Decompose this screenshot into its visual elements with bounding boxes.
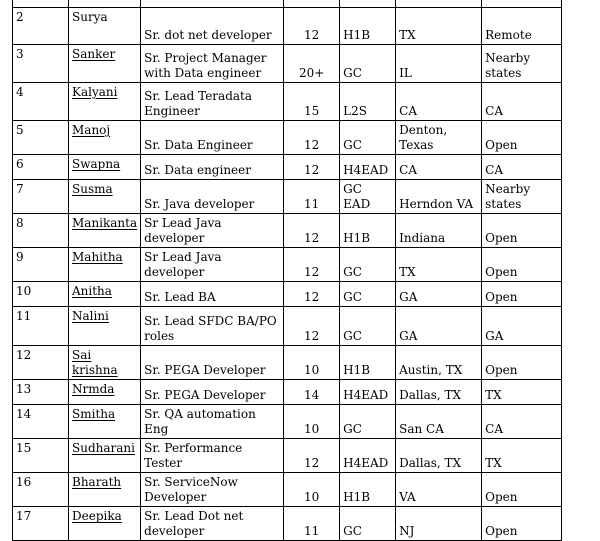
candidate-visa: GC	[340, 307, 396, 346]
candidate-location: TX	[396, 8, 482, 45]
candidate-location: Dallas, TX	[396, 380, 482, 405]
table-row	[13, 380, 562, 405]
candidate-location: Austin, TX	[396, 346, 482, 380]
candidate-visa: H1B	[340, 214, 396, 248]
candidate-name	[69, 8, 141, 45]
row-number: 17	[13, 507, 69, 541]
table-row	[13, 0, 562, 8]
candidate-experience: 10	[284, 346, 340, 380]
candidate-location: CA	[396, 155, 482, 180]
candidate-relocation: TX	[482, 380, 562, 405]
candidate-name	[69, 45, 141, 83]
candidate-name-text: Surya	[72, 10, 108, 24]
table-row	[13, 83, 562, 121]
row-number: 10	[13, 282, 69, 307]
candidate-name-text: Sai krishna	[72, 348, 118, 377]
candidate-name-text: Swapna	[72, 157, 121, 171]
candidate-role: Sr. dot net developer	[141, 8, 284, 45]
candidate-role: Sr. Lead BA	[141, 282, 284, 307]
candidate-location: TX	[396, 248, 482, 282]
candidate-visa	[340, 0, 396, 8]
candidate-name-text: Kalyani	[72, 85, 118, 99]
candidate-role: Sr. PEGA Developer	[141, 380, 284, 405]
row-number: 11	[13, 307, 69, 346]
candidate-visa: H1B	[340, 8, 396, 45]
table-row	[13, 473, 562, 507]
candidate-experience: 12	[284, 248, 340, 282]
candidate-name-text: Sanker	[72, 47, 116, 61]
candidate-name-text: Bharath	[72, 475, 122, 489]
candidate-relocation: CA	[482, 83, 562, 121]
table-row	[13, 45, 562, 83]
candidate-relocation: CA	[482, 405, 562, 439]
table-row	[13, 282, 562, 307]
candidate-role	[141, 0, 284, 8]
table-row	[13, 8, 562, 45]
candidate-name	[69, 83, 141, 121]
candidate-relocation: Nearby states	[482, 45, 562, 83]
candidate-experience: 12	[284, 155, 340, 180]
candidate-role: Sr. Lead SFDC BA/PO roles	[141, 307, 284, 346]
candidate-experience: 12	[284, 282, 340, 307]
candidate-relocation: Open	[482, 121, 562, 155]
candidate-relocation: Open	[482, 248, 562, 282]
row-number: 5	[13, 121, 69, 155]
candidate-name-text: Sudharani	[72, 441, 135, 455]
table-row	[13, 439, 562, 473]
table-row	[13, 346, 562, 380]
candidate-experience: 11	[284, 180, 340, 214]
candidate-visa: H1B	[340, 346, 396, 380]
candidate-name-text: Nalini	[72, 309, 109, 323]
candidate-experience: 12	[284, 214, 340, 248]
candidate-location: San CA	[396, 405, 482, 439]
candidate-experience: 12	[284, 439, 340, 473]
candidate-role: Sr. Data engineer	[141, 155, 284, 180]
candidate-relocation: Open	[482, 282, 562, 307]
candidate-name	[69, 214, 141, 248]
candidate-name	[69, 282, 141, 307]
candidate-experience: 10	[284, 473, 340, 507]
candidate-location: Herndon VA	[396, 180, 482, 214]
candidate-experience	[284, 0, 340, 8]
candidate-location: Dallas, TX	[396, 439, 482, 473]
candidate-experience: 11	[284, 507, 340, 541]
candidate-visa: H1B	[340, 473, 396, 507]
candidate-name	[69, 248, 141, 282]
candidate-relocation: TX	[482, 439, 562, 473]
candidate-table-body	[13, 0, 562, 541]
candidate-location: CA	[396, 83, 482, 121]
candidate-relocation: Open	[482, 346, 562, 380]
candidate-name-text: Mahitha	[72, 250, 123, 264]
candidate-role: Sr. Java developer	[141, 180, 284, 214]
candidate-role: Sr. Project Manager with Data engineer	[141, 45, 284, 83]
candidate-name	[69, 346, 141, 380]
candidate-relocation	[482, 0, 562, 8]
candidate-visa: GC	[340, 507, 396, 541]
candidate-name-text: Deepika	[72, 509, 122, 523]
candidate-experience: 14	[284, 380, 340, 405]
candidate-role: Sr. QA automation Eng	[141, 405, 284, 439]
candidate-name	[69, 0, 141, 8]
candidate-table	[12, 0, 562, 541]
row-number: 2	[13, 8, 69, 45]
row-number	[13, 0, 69, 8]
candidate-visa: GC	[340, 282, 396, 307]
candidate-name	[69, 380, 141, 405]
candidate-experience: 12	[284, 8, 340, 45]
table-row	[13, 248, 562, 282]
table-row	[13, 214, 562, 248]
candidate-experience: 12	[284, 307, 340, 346]
row-number: 14	[13, 405, 69, 439]
candidate-location: VA	[396, 473, 482, 507]
row-number: 13	[13, 380, 69, 405]
row-number: 4	[13, 83, 69, 121]
candidate-name-text: Smitha	[72, 407, 116, 421]
candidate-relocation: Nearby states	[482, 180, 562, 214]
candidate-name-text: Nrmda	[72, 382, 115, 396]
candidate-relocation: CA	[482, 155, 562, 180]
candidate-name	[69, 155, 141, 180]
candidate-visa: L2S	[340, 83, 396, 121]
candidate-relocation: GA	[482, 307, 562, 346]
candidate-visa: H4EAD	[340, 439, 396, 473]
candidate-name	[69, 507, 141, 541]
candidate-location: Indiana	[396, 214, 482, 248]
candidate-name	[69, 180, 141, 214]
row-number: 15	[13, 439, 69, 473]
candidate-location	[396, 0, 482, 8]
candidate-role: Sr. Lead Teradata Engineer	[141, 83, 284, 121]
candidate-experience: 15	[284, 83, 340, 121]
candidate-location: Denton, Texas	[396, 121, 482, 155]
row-number: 9	[13, 248, 69, 282]
candidate-experience: 20+	[284, 45, 340, 83]
candidate-relocation: Open	[482, 507, 562, 541]
candidate-visa: GC	[340, 121, 396, 155]
candidate-location: IL	[396, 45, 482, 83]
table-row	[13, 405, 562, 439]
candidate-visa: H4EAD	[340, 155, 396, 180]
row-number: 3	[13, 45, 69, 83]
row-number: 12	[13, 346, 69, 380]
candidate-relocation: Remote	[482, 8, 562, 45]
row-number: 8	[13, 214, 69, 248]
candidate-role: Sr Lead Java developer	[141, 248, 284, 282]
candidate-role: Sr. PEGA Developer	[141, 346, 284, 380]
table-row	[13, 307, 562, 346]
candidate-name	[69, 473, 141, 507]
row-number: 7	[13, 180, 69, 214]
candidate-experience: 12	[284, 121, 340, 155]
candidate-name	[69, 439, 141, 473]
candidate-location: GA	[396, 282, 482, 307]
table-row	[13, 155, 562, 180]
candidate-role: Sr Lead Java developer	[141, 214, 284, 248]
candidate-name	[69, 121, 141, 155]
candidate-name-text: Manoj	[72, 123, 111, 137]
row-number: 16	[13, 473, 69, 507]
row-number: 6	[13, 155, 69, 180]
candidate-visa: H4EAD	[340, 380, 396, 405]
table-row	[13, 121, 562, 155]
candidate-visa: GC	[340, 405, 396, 439]
candidate-visa: GC	[340, 248, 396, 282]
candidate-role: Sr. Data Engineer	[141, 121, 284, 155]
candidate-role: Sr. Performance Tester	[141, 439, 284, 473]
candidate-relocation: Open	[482, 473, 562, 507]
candidate-role: Sr. ServiceNow Developer	[141, 473, 284, 507]
table-row	[13, 180, 562, 214]
candidate-relocation: Open	[482, 214, 562, 248]
candidate-name-text: Susma	[72, 182, 113, 196]
candidate-location: GA	[396, 307, 482, 346]
candidate-location: NJ	[396, 507, 482, 541]
candidate-name	[69, 405, 141, 439]
candidate-name-text: Anitha	[72, 284, 112, 298]
table-row	[13, 507, 562, 541]
candidate-visa: GC EAD	[340, 180, 396, 214]
candidate-role: Sr. Lead Dot net developer	[141, 507, 284, 541]
candidate-visa: GC	[340, 45, 396, 83]
candidate-name-text: Manikanta	[72, 216, 138, 230]
candidate-experience: 10	[284, 405, 340, 439]
candidate-name	[69, 307, 141, 346]
